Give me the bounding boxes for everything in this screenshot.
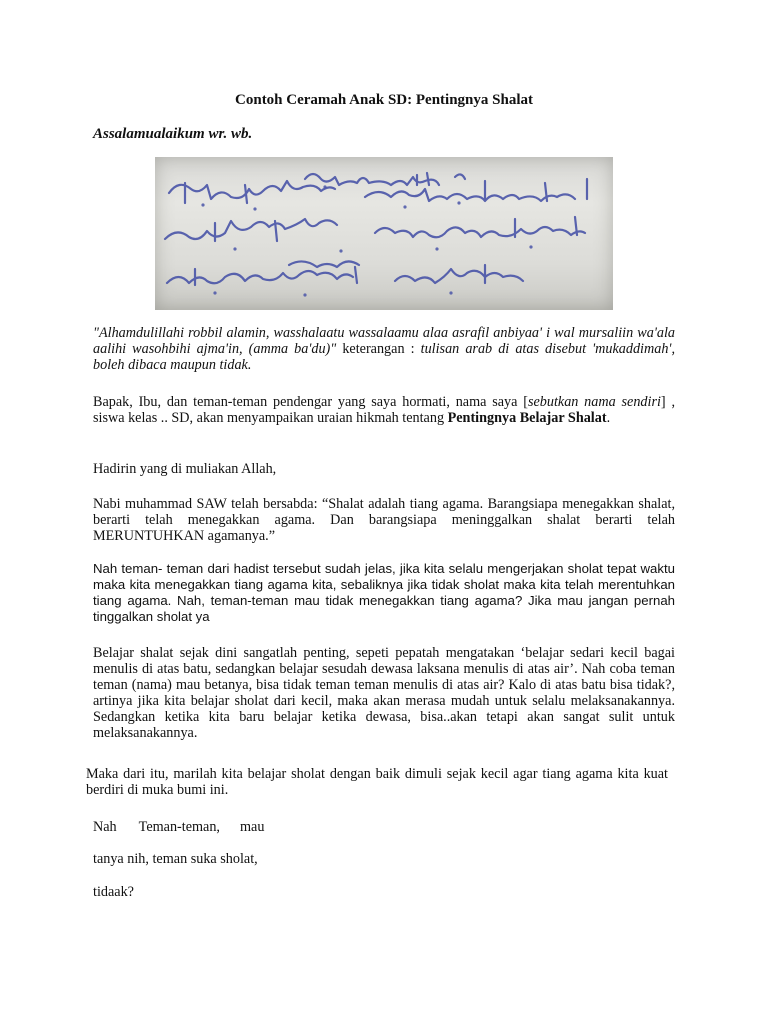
paragraph-introduction bbox=[93, 394, 675, 426]
paragraph-proverb: Belajar shalat sejak dini sangatlah penting, sepeti pepatah mengatakan ‘belajar sedari kecil bagai menulis di atas batu, sedangkan belajar sesudah dewasa laksana menulis di atas air’. Nah coba teman teman (nama) mau betanya, bisa tidak teman teman menulis di atas air? Kalo di atas batu bisa tidak?, artinya jika kita belajar sholat dari kecil, maka akan merasa mudah untuk selalu melaksanakannya. Sedangkan ketika kita baru belajar ketika dewasa, bisa..akan tetapi akan sangat sulit untuk melaksanakannya. bbox=[93, 645, 675, 741]
paragraph-question-line1 bbox=[93, 819, 393, 835]
intro-placeholder-name: sebutkan nama sendiri bbox=[527, 394, 661, 410]
paragraph-hadith: Nabi muhammad SAW telah bersabda: “Shalat adalah tiang agama. Barangsiapa menegakkan shalat, berarti telah menegakkan agama. Dan barangsiapa meninggalkan shalat berarti telah MERUNTUHKAN agamanya.” bbox=[93, 496, 675, 544]
mukaddimah-transliteration: "Alhamdulillahi robbil alamin, wasshalaatu wassalaamu alaa asrafil anbiyaa' i wal mursaliin wa'ala aalihi wasohbihi ajma'in, (amma ba'du)" bbox=[93, 325, 675, 357]
arabic-handwriting-photo bbox=[155, 157, 613, 310]
note-text: tulisan arab di atas disebut 'mukaddimah', boleh dibaca maupun tidak. bbox=[93, 341, 676, 373]
document-title: Contoh Ceramah Anak SD: Pentingnya Shalat bbox=[235, 92, 533, 108]
question-word-mau: mau bbox=[239, 819, 265, 835]
arabic-handwriting-drawing bbox=[155, 157, 613, 310]
paragraph-conclusion: Maka dari itu, marilah kita belajar sholat dengan baik dimuli sejak kecil agar tiang agama kita kuat berdiri di muka bumi ini. bbox=[86, 766, 668, 798]
intro-text-a: Bapak, Ibu, dan teman-teman pendengar yang saya hormati, nama saya [ bbox=[93, 394, 528, 410]
question-word-teman: Teman-teman, bbox=[138, 819, 220, 835]
note-label: keterangan : bbox=[342, 341, 421, 357]
paragraph-question-line3: tidaak? bbox=[93, 884, 134, 900]
intro-end: . bbox=[606, 410, 611, 426]
question-word-nah: Nah bbox=[93, 819, 117, 835]
paragraph-question-line2: tanya nih, teman suka sholat, bbox=[93, 851, 258, 867]
paragraph-address: Hadirin yang di muliakan Allah, bbox=[93, 461, 277, 477]
greeting: Assalamualaikum wr. wb. bbox=[93, 126, 253, 142]
paragraph-mukaddimah bbox=[93, 325, 675, 373]
intro-text-b: ] , siswa kelas .. SD, akan menyampaikan uraian hikmah tentang bbox=[93, 394, 675, 426]
paragraph-explanation: Nah teman- teman dari hadist tersebut sudah jelas, jika kita selalu mengerjakan sholat tepat waktu maka kita menegakkan tiang agama kita, sebaliknya jika tidak sholat maka kita telah merentuhkan tiang agama. Nah, teman-teman mau tidak menegakkan tiang agama? Jika mau jangan pernah tinggalkan sholat ya bbox=[93, 561, 675, 624]
intro-topic: Pentingnya Belajar Shalat bbox=[447, 410, 607, 426]
